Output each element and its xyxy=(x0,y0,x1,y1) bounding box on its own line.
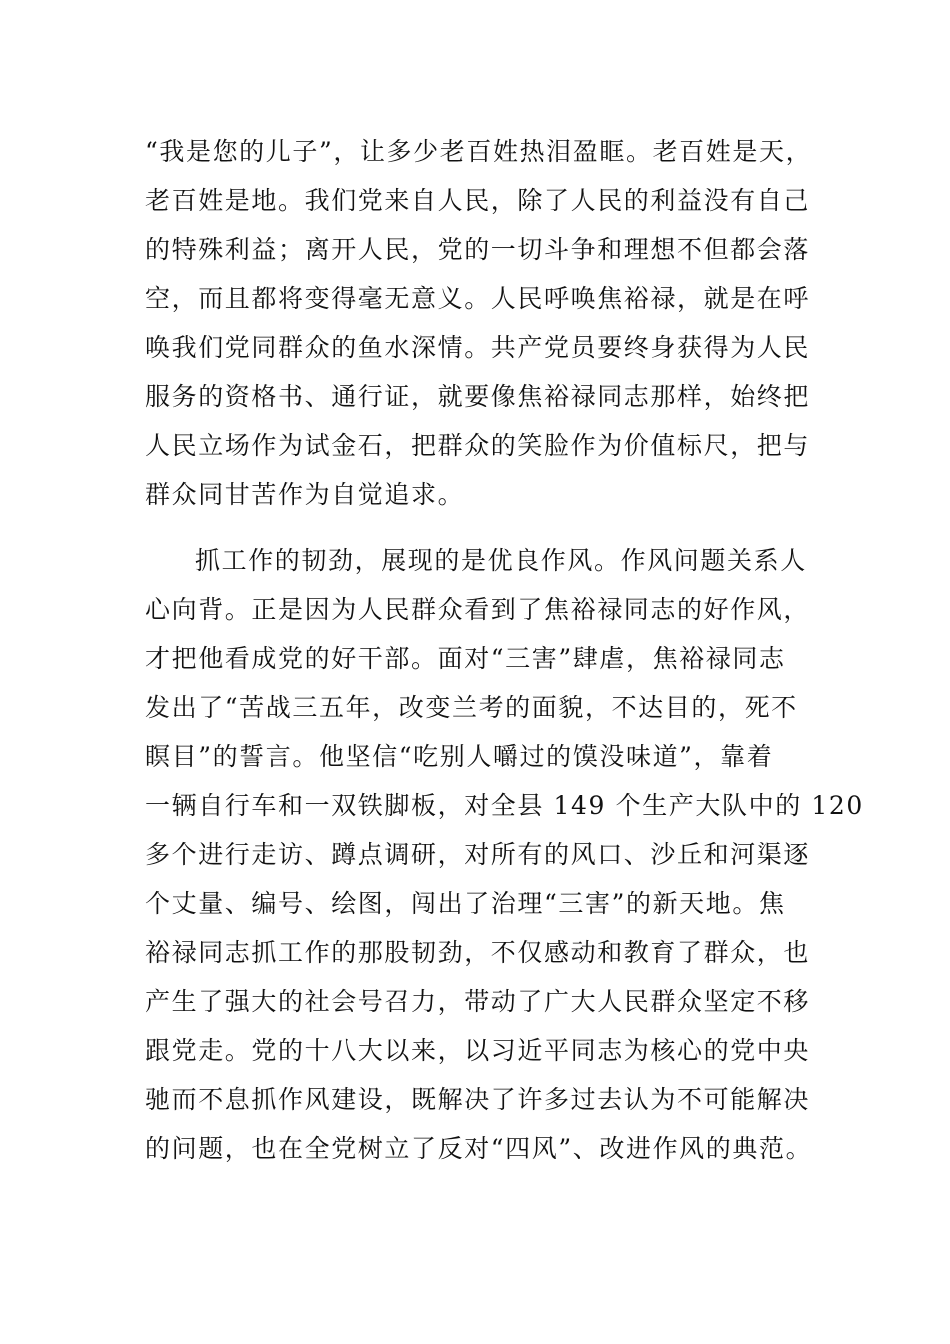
paragraph-2-line-4: 发出了“苦战三五年，改变兰考的面貌，不达目的，死不 xyxy=(145,693,798,722)
paragraph-2-line-13: 的问题，也在全党树立了反对“四风”、改进作风的典范。 xyxy=(145,1134,813,1163)
paragraph-1-line-7: 人民立场作为试金石，把群众的笑脸作为价值标尺，把与 xyxy=(145,431,811,460)
paragraph-2-line-3: 才把他看成党的好干部。面对“三害”肆虐，焦裕禄同志 xyxy=(145,644,786,673)
paragraph-1-line-6: 服务的资格书、通行证，就要像焦裕禄同志那样，始终把 xyxy=(145,382,811,411)
paragraph-1-line-5: 唤我们党同群众的鱼水深情。共产党员要终身获得为人民 xyxy=(145,333,811,362)
paragraph-1-line-4: 空，而且都将变得毫无意义。人民呼唤焦裕禄，就是在呼 xyxy=(145,284,811,313)
paragraph-2-line-2: 心向背。正是因为人民群众看到了焦裕禄同志的好作风， xyxy=(145,595,811,624)
paragraph-2-line-8: 个丈量、编号、绘图，闯出了治理“三害”的新天地。焦 xyxy=(145,889,786,918)
paragraph-2-line-5: 瞑目”的誓言。他坚信“吃别人嚼过的馍没味道”，靠着 xyxy=(145,742,774,771)
paragraph-2-line-11: 跟党走。党的十八大以来，以习近平同志为核心的党中央 xyxy=(145,1036,811,1065)
paragraph-2-line-10: 产生了强大的社会号召力，带动了广大人民群众坚定不移 xyxy=(145,987,811,1016)
paragraph-2-line-7: 多个进行走访、蹲点调研，对所有的风口、沙丘和河渠逐 xyxy=(145,840,811,869)
paragraph-2-line-12: 驰而不息抓作风建设，既解决了许多过去认为不可能解决 xyxy=(145,1085,811,1114)
paragraph-1-line-3: 的特殊利益；离开人民，党的一切斗争和理想不但都会落 xyxy=(145,235,811,264)
paragraph-2-line-6: 一辆自行车和一双铁脚板，对全县 149 个生产大队中的 120 xyxy=(145,791,864,820)
paragraph-1-line-8: 群众同甘苦作为自觉追求。 xyxy=(145,480,465,509)
paragraph-1-line-2: 老百姓是地。我们党来自人民，除了人民的利益没有自己 xyxy=(145,186,811,215)
paragraph-1-line-1: “我是您的儿子”，让多少老百姓热泪盈眶。老百姓是天， xyxy=(145,137,813,166)
paragraph-2-line-1: 抓工作的韧劲，展现的是优良作风。作风问题关系人 xyxy=(195,546,807,575)
paragraph-2-line-9: 裕禄同志抓工作的那股韧劲，不仅感动和教育了群众，也 xyxy=(145,938,811,967)
